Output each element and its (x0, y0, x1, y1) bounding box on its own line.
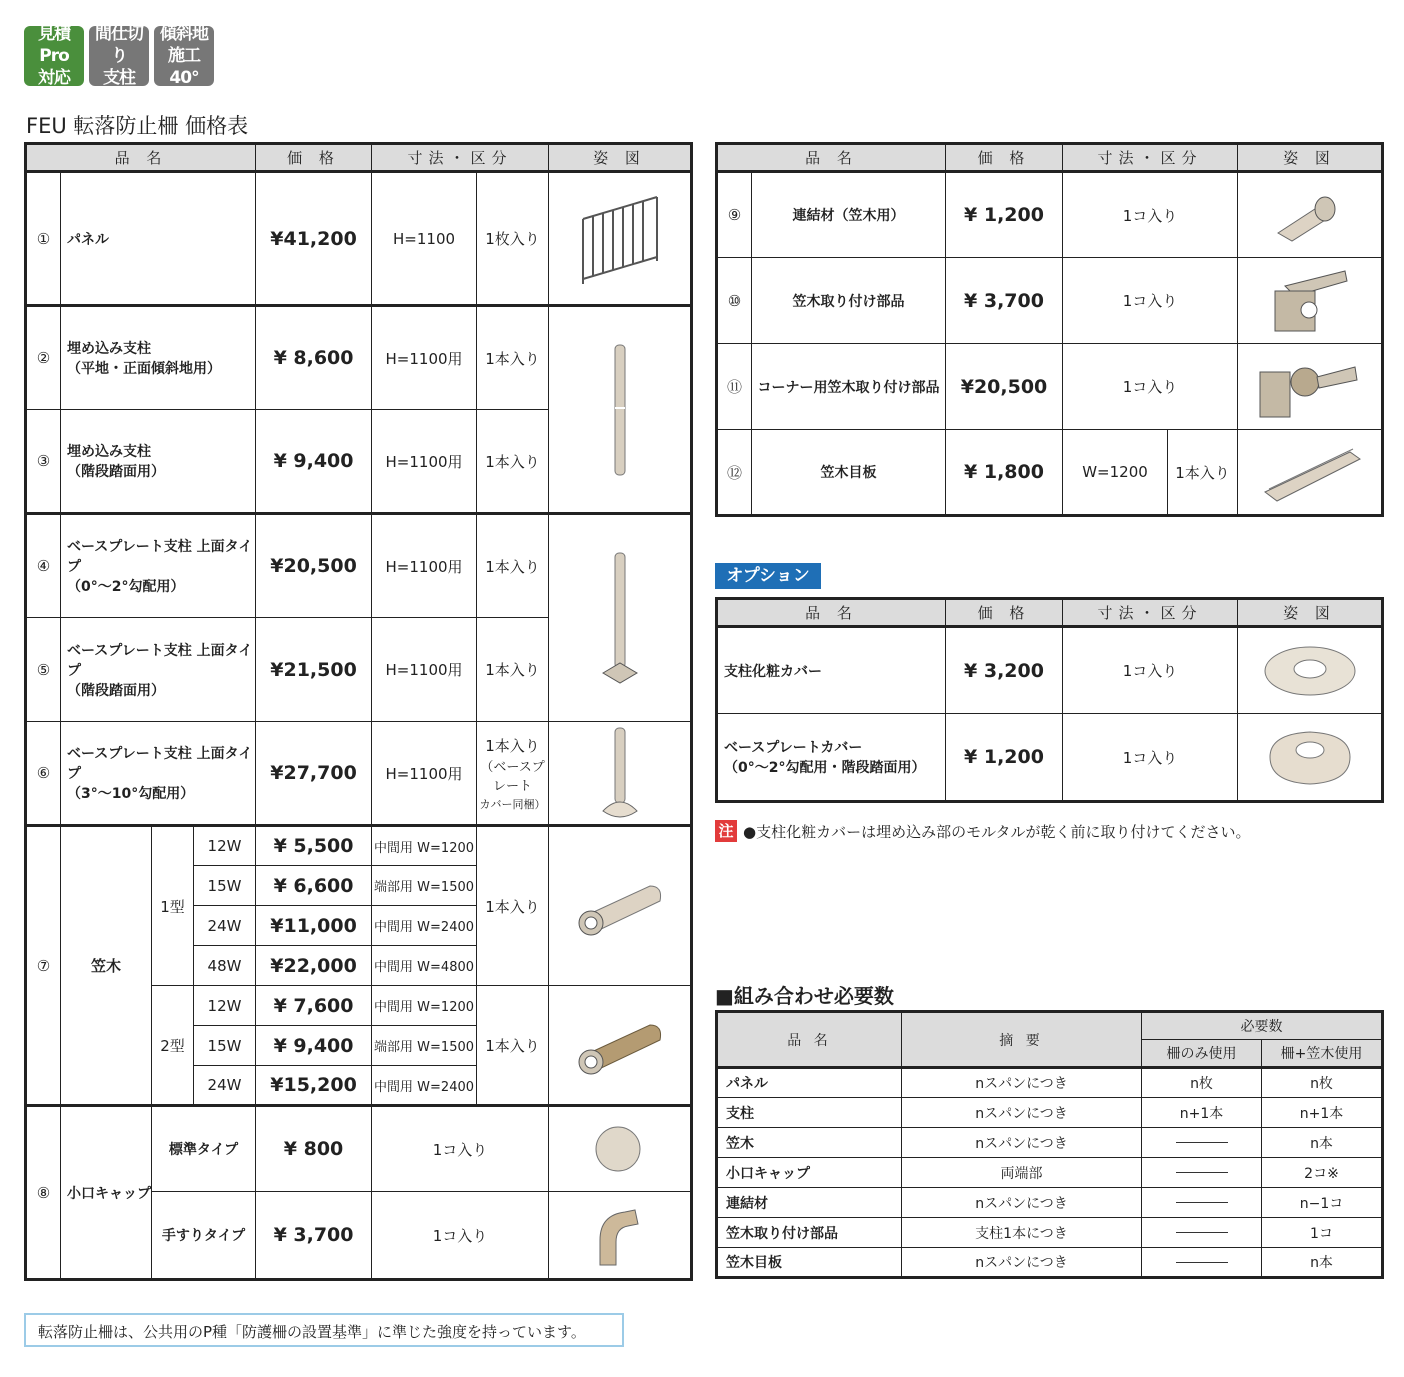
item-qty: 1本入り (477, 306, 549, 410)
item-price: ¥ 800 (256, 1106, 372, 1192)
dash (1176, 1172, 1228, 1173)
type-label: 1型 (152, 826, 194, 986)
combo-title: ■組み合わせ必要数 (715, 984, 894, 1008)
type-label: 標準タイプ (152, 1106, 256, 1192)
header-summary: 摘 要 (902, 1012, 1142, 1068)
header-figure: 姿 図 (549, 144, 692, 172)
strength-note: 転落防止柵は、公共用のP種「防護柵の設置基準」に準じた強度を持っています。 (24, 1313, 624, 1347)
item-qty: 1本入り (477, 514, 549, 618)
item-price: ¥ 3,700 (946, 258, 1063, 344)
combo-fence-rail: n枚 (1262, 1068, 1383, 1098)
connector-image (1238, 172, 1383, 258)
row-number: ⑪ (717, 344, 752, 430)
table-row (717, 172, 1383, 258)
table-row (717, 1218, 1383, 1248)
item-size: W=1200 (1063, 430, 1168, 516)
combo-summary: nスパンにつき (902, 1248, 1142, 1278)
table-row (26, 722, 692, 826)
handrail-type2-image (549, 986, 692, 1106)
dash (1176, 1142, 1228, 1143)
item-qty: 1コ入り (1063, 344, 1238, 430)
header-price: 価 格 (946, 144, 1063, 172)
item-qty: 1本入り (477, 986, 549, 1106)
item-size: 中間用 W=2400 (372, 1066, 477, 1106)
baseplate-post-covered-image (549, 722, 692, 826)
item-price: ¥ 7,600 (256, 986, 372, 1026)
table-row (717, 714, 1383, 802)
combo-fence-rail: n本 (1262, 1128, 1383, 1158)
table-row (717, 1158, 1383, 1188)
item-size: 中間用 W=4800 (372, 946, 477, 986)
item-qty: 1枚入り (477, 172, 549, 306)
item-size: H=1100用 (372, 514, 477, 618)
dash (1176, 1232, 1228, 1233)
item-price: ¥ 9,400 (256, 1026, 372, 1066)
item-size: H=1100 (372, 172, 477, 306)
table-row (717, 1068, 1383, 1098)
item-qty: 1本入り （ベースプレート カバー同梱） (477, 722, 549, 826)
table-row (717, 430, 1383, 516)
item-price: ¥20,500 (256, 514, 372, 618)
item-size: H=1100用 (372, 722, 477, 826)
table-row (717, 1188, 1383, 1218)
combo-item-name: 小口キャップ (717, 1158, 902, 1188)
item-size: H=1100用 (372, 618, 477, 722)
combo-fence-rail: 1コ (1262, 1218, 1383, 1248)
combo-fence-only (1142, 1218, 1262, 1248)
header-size: 寸法・区分 (1063, 599, 1238, 627)
header-name: 品 名 (717, 144, 946, 172)
width-code: 24W (194, 1066, 256, 1106)
combo-item-name: 連結材 (717, 1188, 902, 1218)
badge-partition-post: 間仕切り 支柱 (89, 26, 149, 86)
table-row (26, 826, 692, 866)
item-name: 笠木取り付け部品 (752, 258, 946, 344)
combo-item-name: パネル (717, 1068, 902, 1098)
item-name: パネル (61, 172, 256, 306)
page-title: FEU 転落防止柵 価格表 (26, 114, 249, 138)
combo-summary: 両端部 (902, 1158, 1142, 1188)
item-size: 中間用 W=2400 (372, 906, 477, 946)
combo-item-name: 笠木取り付け部品 (717, 1218, 902, 1248)
combo-item-name: 支柱 (717, 1098, 902, 1128)
header-name: 品 名 (717, 1012, 902, 1068)
header-fence-only: 柵のみ使用 (1142, 1040, 1262, 1068)
width-code: 15W (194, 1026, 256, 1066)
item-price: ¥ 1,800 (946, 430, 1063, 516)
width-code: 12W (194, 826, 256, 866)
item-name: ベースプレートカバー （0°〜2°勾配用・階段踏面用） (717, 714, 946, 802)
end-cap-rail-image (549, 1192, 692, 1280)
row-number: ① (26, 172, 61, 306)
item-qty: 1コ入り (1063, 627, 1238, 714)
dash (1176, 1202, 1228, 1203)
price-table (24, 142, 693, 1281)
item-price: ¥ 9,400 (256, 410, 372, 514)
item-name: コーナー用笠木取り付け部品 (752, 344, 946, 430)
combo-fence-only (1142, 1128, 1262, 1158)
combo-summary: nスパンにつき (902, 1188, 1142, 1218)
combo-summary: nスパンにつき (902, 1068, 1142, 1098)
header-size: 寸法・区分 (372, 144, 549, 172)
combo-summary: nスパンにつき (902, 1128, 1142, 1158)
row-number: ⑥ (26, 722, 61, 826)
item-qty: 1本入り (477, 410, 549, 514)
row-number: ⑧ (26, 1106, 61, 1280)
header-price: 価 格 (946, 599, 1063, 627)
item-name: 連結材（笠木用） (752, 172, 946, 258)
row-number: ⑫ (717, 430, 752, 516)
note-text: ●支柱化粧カバーは埋め込み部のモルタルが乾く前に取り付けてください。 (743, 822, 1251, 841)
item-qty: 1本入り (477, 826, 549, 986)
item-name: ベースプレート支柱 上面タイプ （0°〜2°勾配用） (61, 514, 256, 618)
embedded-post-image (549, 306, 692, 514)
item-price: ¥ 8,600 (256, 306, 372, 410)
rail-cover-strip-image (1238, 430, 1383, 516)
item-price: ¥ 3,700 (256, 1192, 372, 1280)
item-price: ¥ 3,200 (946, 627, 1063, 714)
item-name: 埋め込み支柱 （平地・正面傾斜地用） (61, 306, 256, 410)
parts-table (715, 142, 1384, 517)
baseplate-post-image (549, 514, 692, 722)
row-number: ④ (26, 514, 61, 618)
item-price: ¥11,000 (256, 906, 372, 946)
item-price: ¥ 5,500 (256, 826, 372, 866)
item-qty: 1コ入り (372, 1192, 549, 1280)
table-row (717, 1248, 1383, 1278)
header-figure: 姿 図 (1238, 144, 1383, 172)
handrail-type1-image (549, 826, 692, 986)
header-required: 必要数 (1142, 1012, 1383, 1040)
header-name: 品 名 (717, 599, 946, 627)
dash (1176, 1262, 1228, 1263)
type-label: 手すりタイプ (152, 1192, 256, 1280)
header-price: 価 格 (256, 144, 372, 172)
item-name: ベースプレート支柱 上面タイプ （階段踏面用） (61, 618, 256, 722)
combo-fence-rail: n+1本 (1262, 1098, 1383, 1128)
item-price: ¥41,200 (256, 172, 372, 306)
note-mark: 注 (715, 820, 737, 842)
item-price: ¥ 1,200 (946, 172, 1063, 258)
item-price: ¥ 6,600 (256, 866, 372, 906)
table-row (717, 258, 1383, 344)
combo-summary: 支柱1本につき (902, 1218, 1142, 1248)
combo-fence-only: n+1本 (1142, 1098, 1262, 1128)
item-price: ¥ 1,200 (946, 714, 1063, 802)
row-number: ③ (26, 410, 61, 514)
item-size: 端部用 W=1500 (372, 866, 477, 906)
width-code: 12W (194, 986, 256, 1026)
item-price: ¥20,500 (946, 344, 1063, 430)
item-price: ¥15,200 (256, 1066, 372, 1106)
baseplate-cover-image (1238, 714, 1383, 802)
row-number: ② (26, 306, 61, 410)
item-size: H=1100用 (372, 306, 477, 410)
row-number: ⑤ (26, 618, 61, 722)
width-code: 24W (194, 906, 256, 946)
item-name: ベースプレート支柱 上面タイプ （3°〜10°勾配用） (61, 722, 256, 826)
combo-item-name: 笠木 (717, 1128, 902, 1158)
table-row (26, 172, 692, 306)
table-row (717, 1098, 1383, 1128)
end-cap-standard-image (549, 1106, 692, 1192)
option-label: オプション (715, 563, 821, 589)
table-row (26, 514, 692, 618)
post-cover-image (1238, 627, 1383, 714)
table-row (26, 1106, 692, 1192)
item-size: 端部用 W=1500 (372, 1026, 477, 1066)
combo-fence-only (1142, 1158, 1262, 1188)
combo-table (715, 1010, 1384, 1279)
item-name: 埋め込み支柱 （階段踏面用） (61, 410, 256, 514)
item-price: ¥27,700 (256, 722, 372, 826)
item-name: 小口キャップ (61, 1106, 152, 1280)
item-size: 中間用 W=1200 (372, 986, 477, 1026)
combo-fence-only: n枚 (1142, 1068, 1262, 1098)
item-name: 笠木目板 (752, 430, 946, 516)
width-code: 15W (194, 866, 256, 906)
installation-note (715, 820, 1251, 842)
combo-fence-rail: n本 (1262, 1248, 1383, 1278)
item-price: ¥21,500 (256, 618, 372, 722)
header-figure: 姿 図 (1238, 599, 1383, 627)
row-number: ⑦ (26, 826, 61, 1106)
combo-summary: nスパンにつき (902, 1098, 1142, 1128)
combo-fence-only (1142, 1188, 1262, 1218)
badge-mitsumori-pro: 見積Pro 対応 (24, 26, 84, 86)
item-name: 支柱化粧カバー (717, 627, 946, 714)
item-price: ¥22,000 (256, 946, 372, 986)
item-size: 中間用 W=1200 (372, 826, 477, 866)
item-qty: 1コ入り (1063, 172, 1238, 258)
combo-item-name: 笠木目板 (717, 1248, 902, 1278)
combo-fence-only (1142, 1248, 1262, 1278)
combo-fence-rail: n−1コ (1262, 1188, 1383, 1218)
header-size: 寸法・区分 (1063, 144, 1238, 172)
width-code: 48W (194, 946, 256, 986)
table-row (26, 306, 692, 410)
item-qty: 1本入り (1168, 430, 1238, 516)
badge-slope: 傾斜地 施工40° (154, 26, 214, 86)
item-qty: 1コ入り (372, 1106, 549, 1192)
header-name: 品 名 (26, 144, 256, 172)
panel-image (549, 172, 692, 306)
item-qty: 1コ入り (1063, 258, 1238, 344)
corner-bracket-image (1238, 344, 1383, 430)
type-label: 2型 (152, 986, 194, 1106)
rail-bracket-image (1238, 258, 1383, 344)
table-row (717, 627, 1383, 714)
row-number: ⑩ (717, 258, 752, 344)
item-qty: 1コ入り (1063, 714, 1238, 802)
header-fence-rail: 柵+笠木使用 (1262, 1040, 1383, 1068)
table-row (717, 344, 1383, 430)
combo-fence-rail: 2コ※ (1262, 1158, 1383, 1188)
option-table (715, 597, 1384, 803)
item-name: 笠木 (61, 826, 152, 1106)
row-number: ⑨ (717, 172, 752, 258)
item-qty: 1本入り (477, 618, 549, 722)
table-row (717, 1128, 1383, 1158)
item-size: H=1100用 (372, 410, 477, 514)
